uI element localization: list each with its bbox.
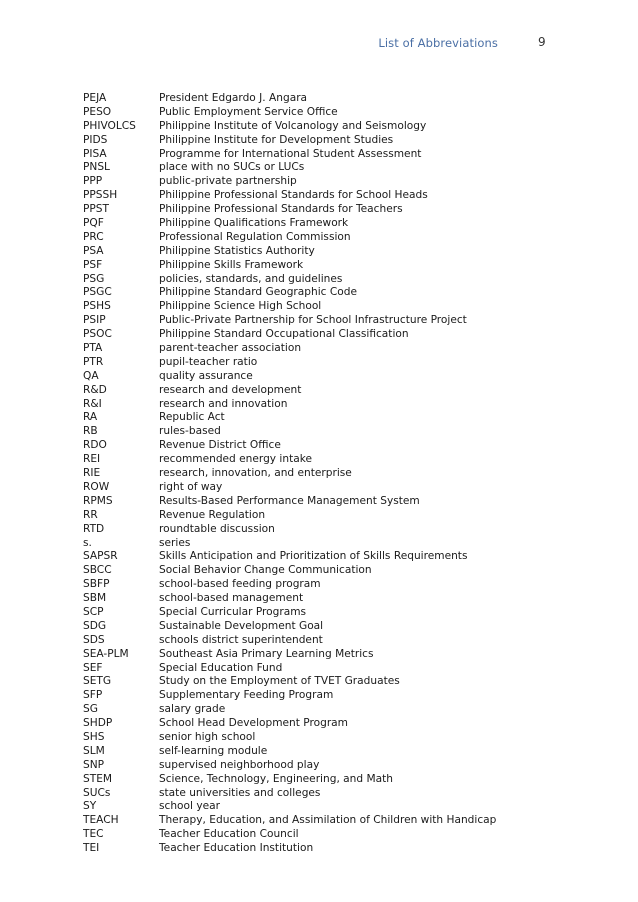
abbreviation-row — [83, 495, 563, 509]
abbreviation-term: SEF — [83, 661, 103, 674]
abbreviation-definition: Special Curricular Programs — [159, 605, 307, 618]
abbreviation-definition: Southeast Asia Primary Learning Metrics — [159, 647, 374, 660]
abbreviation-row — [83, 425, 563, 439]
abbreviation-term: PSF — [83, 258, 103, 271]
abbreviation-row — [83, 189, 563, 203]
abbreviation-term: PNSL — [83, 161, 110, 174]
abbreviation-row — [83, 745, 563, 759]
abbreviation-definition: parent-teacher association — [159, 342, 302, 355]
abbreviation-term: PISA — [83, 147, 107, 160]
abbreviation-definition: Philippine Skills Framework — [159, 258, 304, 271]
abbreviation-definition: Philippine Standard Geographic Code — [159, 286, 357, 299]
abbreviation-row — [83, 286, 563, 300]
abbreviation-definition: state universities and colleges — [159, 786, 321, 799]
abbreviation-row — [83, 328, 563, 342]
abbreviation-term: TEACH — [83, 814, 119, 827]
abbreviation-term: SY — [83, 800, 97, 813]
abbreviation-row — [83, 759, 563, 773]
abbreviation-term: TEI — [83, 842, 100, 855]
abbreviation-definition: recommended energy intake — [159, 453, 313, 466]
abbreviation-term: SFP — [83, 689, 103, 702]
abbreviation-row — [83, 245, 563, 259]
abbreviation-list — [83, 92, 563, 856]
abbreviation-row — [83, 731, 563, 745]
abbreviation-row — [83, 523, 563, 537]
abbreviation-row — [83, 842, 563, 856]
abbreviation-definition: Philippine Science High School — [159, 300, 322, 313]
abbreviation-definition: Special Education Fund — [159, 661, 283, 674]
running-header-title: List of Abbreviations — [378, 36, 498, 50]
abbreviation-definition: research, innovation, and enterprise — [159, 467, 352, 480]
abbreviation-row — [83, 467, 563, 481]
abbreviation-term: SNP — [83, 758, 105, 771]
abbreviation-definition: Philippine Institute for Development Studies — [159, 133, 394, 146]
abbreviation-row — [83, 370, 563, 384]
abbreviation-definition: public-private partnership — [159, 175, 297, 188]
abbreviation-term: SETG — [83, 675, 112, 688]
abbreviation-term: SBM — [83, 592, 107, 605]
abbreviation-term: PSHS — [83, 300, 111, 313]
abbreviation-term: PHIVOLCS — [83, 119, 136, 132]
abbreviation-term: QA — [83, 369, 99, 382]
abbreviation-definition: Philippine Professional Standards for Teachers — [159, 203, 403, 216]
abbreviation-row — [83, 648, 563, 662]
abbreviation-row — [83, 175, 563, 189]
abbreviation-definition: Philippine Standard Occupational Classification — [159, 328, 409, 341]
abbreviation-definition: Revenue Regulation — [159, 508, 266, 521]
abbreviation-definition: Social Behavior Change Communication — [159, 564, 372, 577]
abbreviation-term: SHS — [83, 730, 105, 743]
abbreviation-row — [83, 717, 563, 731]
abbreviation-term: SBFP — [83, 578, 110, 591]
abbreviation-row — [83, 439, 563, 453]
abbreviation-row — [83, 217, 563, 231]
abbreviation-definition: School Head Development Program — [159, 717, 348, 730]
abbreviation-term: SG — [83, 703, 98, 716]
abbreviation-definition: schools district superintendent — [159, 633, 323, 646]
abbreviation-row — [83, 384, 563, 398]
abbreviation-term: RDO — [83, 439, 107, 452]
abbreviation-term: RPMS — [83, 494, 113, 507]
abbreviation-term: PSOC — [83, 328, 112, 341]
abbreviation-term: PSA — [83, 244, 104, 257]
abbreviation-term: PPST — [83, 203, 109, 216]
abbreviation-term: SDG — [83, 619, 107, 632]
abbreviation-definition: place with no SUCs or LUCs — [159, 161, 305, 174]
abbreviation-definition: salary grade — [159, 703, 226, 716]
abbreviation-definition: pupil-teacher ratio — [159, 355, 258, 368]
abbreviation-term: PTA — [83, 342, 103, 355]
abbreviation-definition: Republic Act — [159, 411, 225, 424]
abbreviation-definition: right of way — [159, 480, 223, 493]
abbreviation-row — [83, 537, 563, 551]
abbreviation-row — [83, 356, 563, 370]
abbreviation-definition: Programme for International Student Assessment — [159, 147, 422, 160]
abbreviation-definition: Public Employment Service Office — [159, 105, 338, 118]
abbreviation-definition: research and innovation — [159, 397, 288, 410]
abbreviation-definition: Philippine Professional Standards for School Heads — [159, 189, 428, 202]
abbreviation-term: SDS — [83, 633, 105, 646]
abbreviation-row — [83, 675, 563, 689]
page-header — [0, 36, 638, 54]
abbreviation-term: SEA-PLM — [83, 647, 129, 660]
abbreviation-term: SHDP — [83, 717, 113, 730]
abbreviation-term: PSG — [83, 272, 105, 285]
abbreviation-definition: policies, standards, and guidelines — [159, 272, 343, 285]
abbreviation-definition: Teacher Education Council — [159, 828, 299, 841]
abbreviation-definition: Supplementary Feeding Program — [159, 689, 334, 702]
abbreviation-term: PTR — [83, 355, 104, 368]
abbreviation-definition: school-based feeding program — [159, 578, 321, 591]
abbreviation-definition: school-based management — [159, 592, 304, 605]
abbreviation-term: SLM — [83, 744, 105, 757]
abbreviation-definition: Philippine Statistics Authority — [159, 244, 315, 257]
abbreviation-definition: Science, Technology, Engineering, and Math — [159, 772, 393, 785]
abbreviation-term: SCP — [83, 605, 104, 618]
abbreviation-row — [83, 703, 563, 717]
abbreviation-definition: Sustainable Development Goal — [159, 619, 324, 632]
abbreviation-row — [83, 509, 563, 523]
abbreviation-term: R&D — [83, 383, 107, 396]
abbreviation-row — [83, 620, 563, 634]
abbreviation-definition: Therapy, Education, and Assimilation of Children with Handicap — [159, 814, 497, 827]
abbreviation-row — [83, 134, 563, 148]
abbreviation-definition: Results-Based Performance Management System — [159, 494, 420, 507]
abbreviation-definition: Teacher Education Institution — [159, 842, 314, 855]
abbreviation-row — [83, 634, 563, 648]
abbreviation-term: PSGC — [83, 286, 112, 299]
abbreviation-row — [83, 342, 563, 356]
abbreviation-row — [83, 814, 563, 828]
abbreviation-row — [83, 203, 563, 217]
abbreviation-row — [83, 787, 563, 801]
abbreviation-definition: school year — [159, 800, 220, 813]
abbreviation-row — [83, 161, 563, 175]
abbreviation-definition: Philippine Qualifications Framework — [159, 217, 349, 230]
abbreviation-row — [83, 92, 563, 106]
abbreviation-term: RA — [83, 411, 98, 424]
abbreviation-row — [83, 398, 563, 412]
abbreviation-row — [83, 578, 563, 592]
page-number: 9 — [538, 35, 546, 49]
abbreviation-term: TEC — [83, 828, 104, 841]
abbreviation-definition: President Edgardo J. Angara — [159, 92, 308, 104]
abbreviation-definition: series — [159, 536, 191, 549]
abbreviation-term: s. — [83, 536, 92, 549]
abbreviation-term: PESO — [83, 105, 112, 118]
abbreviation-term: RIE — [83, 467, 101, 480]
abbreviation-row — [83, 273, 563, 287]
abbreviation-term: PIDS — [83, 133, 108, 146]
abbreviation-term: PEJA — [83, 92, 107, 104]
abbreviation-row — [83, 800, 563, 814]
abbreviation-term: PSIP — [83, 314, 106, 327]
abbreviation-row — [83, 606, 563, 620]
abbreviation-row — [83, 550, 563, 564]
abbreviation-term: PPSSH — [83, 189, 118, 202]
abbreviation-definition: quality assurance — [159, 369, 253, 382]
abbreviation-definition: senior high school — [159, 730, 256, 743]
abbreviation-row — [83, 564, 563, 578]
abbreviation-definition: Study on the Employment of TVET Graduates — [159, 675, 400, 688]
abbreviation-term: REI — [83, 453, 101, 466]
abbreviation-row — [83, 120, 563, 134]
abbreviation-term: RR — [83, 508, 98, 521]
abbreviation-definition: Public-Private Partnership for School Infrastructure Project — [159, 314, 467, 327]
abbreviation-term: R&I — [83, 397, 102, 410]
abbreviation-row — [83, 592, 563, 606]
abbreviation-definition: roundtable discussion — [159, 522, 275, 535]
abbreviation-definition: Skills Anticipation and Prioritization of Skills Requirements — [159, 550, 468, 563]
abbreviation-row — [83, 481, 563, 495]
abbreviation-term: ROW — [83, 480, 110, 493]
abbreviation-row — [83, 689, 563, 703]
abbreviation-term: RTD — [83, 522, 105, 535]
abbreviation-term: STEM — [83, 772, 113, 785]
abbreviation-definition: rules-based — [159, 425, 221, 438]
abbreviation-row — [83, 300, 563, 314]
abbreviation-row — [83, 231, 563, 245]
abbreviation-row — [83, 259, 563, 273]
abbreviation-definition: self-learning module — [159, 744, 268, 757]
abbreviation-term: SBCC — [83, 564, 112, 577]
abbreviation-definition: Professional Regulation Commission — [159, 230, 351, 243]
abbreviation-row — [83, 662, 563, 676]
abbreviation-definition: supervised neighborhood play — [159, 758, 320, 771]
abbreviation-term: SUCs — [83, 786, 111, 799]
abbreviation-row — [83, 453, 563, 467]
abbreviation-term: SAPSR — [83, 550, 118, 563]
abbreviation-definition: Revenue District Office — [159, 439, 281, 452]
abbreviation-term: PRC — [83, 230, 104, 243]
abbreviation-row — [83, 828, 563, 842]
abbreviation-term: PPP — [83, 175, 103, 188]
abbreviation-definition: research and development — [159, 383, 302, 396]
abbreviation-row — [83, 773, 563, 787]
abbreviation-row — [83, 148, 563, 162]
abbreviation-row — [83, 106, 563, 120]
abbreviation-term: PQF — [83, 217, 104, 230]
abbreviation-row — [83, 411, 563, 425]
abbreviation-term: RB — [83, 425, 98, 438]
abbreviation-definition: Philippine Institute of Volcanology and Seismology — [159, 119, 427, 132]
abbreviation-row — [83, 314, 563, 328]
